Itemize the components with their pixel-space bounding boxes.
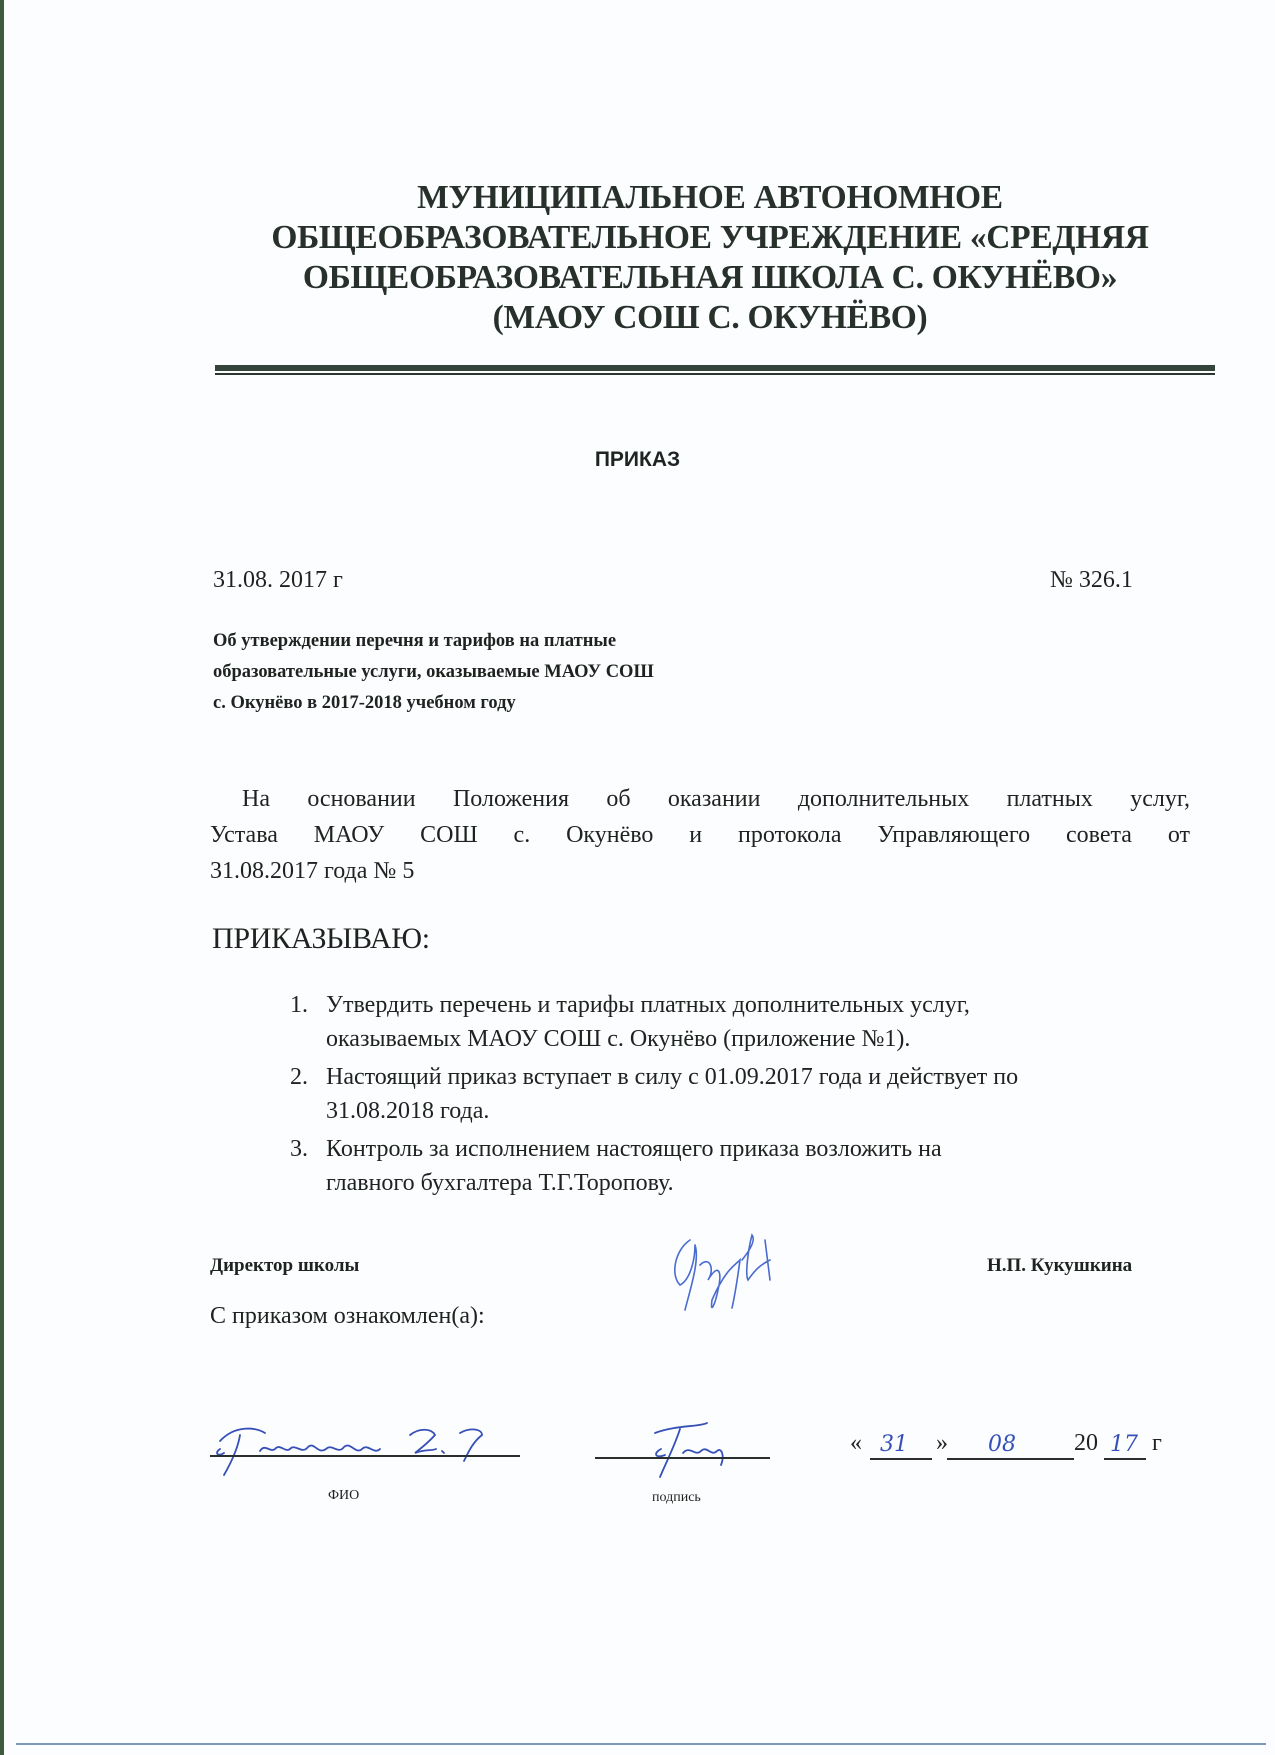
acknowledgement-label: С приказом ознакомлен(а): (210, 1303, 485, 1329)
organization-header (210, 178, 1210, 338)
date-suffix: г (1152, 1430, 1162, 1456)
order-items-list (290, 988, 1018, 1204)
order-heading: ПРИКАЗЫВАЮ: (212, 922, 430, 955)
director-name: Н.П. Кукушкина (987, 1255, 1133, 1276)
acknowledger-signature (625, 1415, 745, 1485)
subject-line: образовательные услуги, оказываемые МАОУ СОШ (213, 662, 654, 682)
scan-edge (0, 0, 4, 1755)
item-text-line: главного бухгалтера Т.Г.Торопову. (326, 1170, 674, 1196)
date-year-prefix: 20 (1074, 1430, 1098, 1456)
header-divider-thick (215, 365, 1215, 371)
item-text-line: 31.08.2018 года. (326, 1098, 490, 1124)
item-number: 3. (290, 1136, 308, 1162)
month-field-line (947, 1458, 1074, 1460)
year-field-line (1104, 1458, 1146, 1460)
basis-line: На основании Положения об оказании дополнительных платных услуг, (242, 786, 1190, 812)
item-text-line: Утвердить перечень и тарифы платных дополнительных услуг, (326, 992, 970, 1018)
item-text-line: оказываемых МАОУ СОШ с. Окунёво (приложение №1). (326, 1026, 911, 1052)
date-close-quote: » (936, 1430, 948, 1456)
document-date: 31.08. 2017 г (213, 567, 343, 593)
director-title: Директор школы (210, 1255, 360, 1276)
handwritten-day: 31 (880, 1432, 908, 1457)
signature-field-line (595, 1457, 770, 1459)
document-subject (213, 626, 654, 719)
item-number: 1. (290, 992, 308, 1018)
order-item (290, 1132, 1018, 1200)
fio-label: ФИО (328, 1488, 360, 1503)
day-field-line (870, 1458, 932, 1460)
subject-line: с. Окунёво в 2017-2018 учебном году (213, 693, 516, 713)
subject-line: Об утверждении перечня и тарифов на платные (213, 631, 617, 651)
director-signature (660, 1220, 810, 1320)
order-item (290, 988, 1018, 1056)
header-line: (МАОУ СОШ С. ОКУНЁВО) (492, 299, 928, 336)
item-text-line: Настоящий приказ вступает в силу с 01.09.2017 года и действует по (326, 1064, 1019, 1090)
document-number: № 326.1 (1050, 567, 1133, 593)
fio-handwriting (210, 1413, 520, 1483)
header-divider-thin (215, 373, 1215, 375)
item-number: 2. (290, 1064, 308, 1090)
basis-line: 31.08.2017 года № 5 (210, 858, 415, 884)
date-open-quote: « (850, 1430, 862, 1456)
signature-label: подпись (652, 1490, 701, 1505)
handwritten-year: 17 (1110, 1432, 1138, 1457)
scan-artifact-line (16, 1743, 1266, 1745)
header-line: МУНИЦИПАЛЬНОЕ АВТОНОМНОЕ (417, 179, 1003, 216)
fio-field-line (210, 1455, 520, 1457)
item-text-line: Контроль за исполнением настоящего приказа возложить на (326, 1136, 942, 1162)
header-line: ОБЩЕОБРАЗОВАТЕЛЬНАЯ ШКОЛА С. ОКУНЁВО» (302, 259, 1118, 296)
document-title: ПРИКАЗ (594, 448, 681, 471)
header-line: ОБЩЕОБРАЗОВАТЕЛЬНОЕ УЧРЕЖДЕНИЕ «СРЕДНЯЯ (271, 219, 1149, 256)
order-item (290, 1060, 1018, 1128)
handwritten-month: 08 (988, 1432, 1016, 1457)
basis-paragraph (210, 781, 1190, 889)
basis-line: Устава МАОУ СОШ с. Окунёво и протокола Управляющего совета от (210, 822, 1190, 848)
